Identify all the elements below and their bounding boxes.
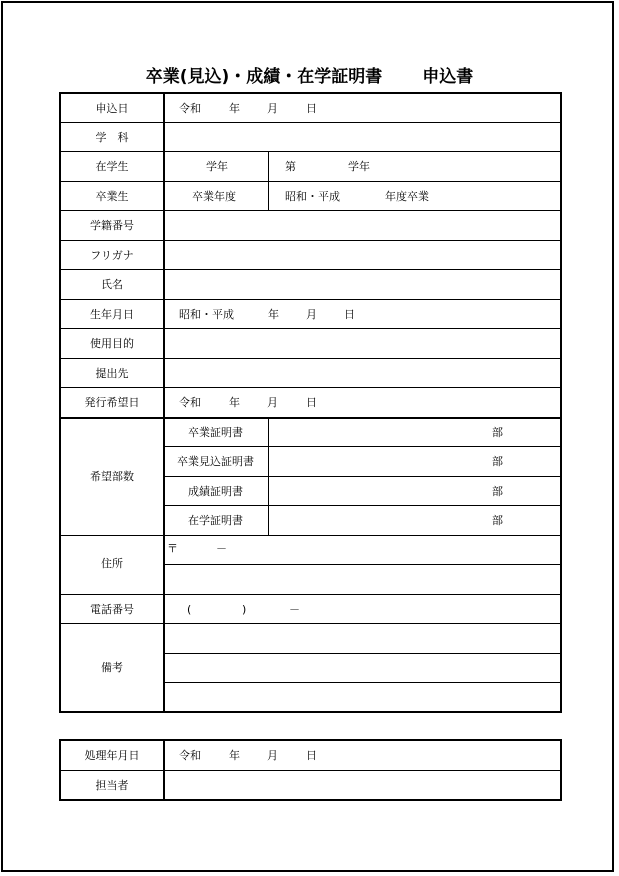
staff-field[interactable] <box>165 772 560 798</box>
application-form: 申込日 令和 年 月 日 学 科 在学生 学年 第 学年 卒業生 卒業年度 昭和・平成 年度卒業 学籍番号 フリガナ 氏名 生年月日 昭和・平成 年 月 日 使用目的 提出先 発行希望日 令和 年 月 日 希望部数 卒業証明書 部 卒業見込証明書 部 成績証明書 部 在学証明書 部 住所 〒 － 電話番号 ( ) － 備考 <box>59 92 562 713</box>
name-label: 氏名 <box>101 278 123 291</box>
remarks-field[interactable] <box>165 625 560 709</box>
furigana-label: フリガナ <box>90 249 134 262</box>
title-main: 卒業(見込)・成績・在学証明書 <box>145 67 383 87</box>
purpose-label: 使用目的 <box>90 337 134 350</box>
office-use-form: 処理年月日 令和 年 月 日 担当者 <box>59 739 562 801</box>
title-suffix: 申込書 <box>422 67 474 87</box>
purpose-field[interactable] <box>165 330 560 356</box>
processed-date-label: 処理年月日 <box>84 749 140 762</box>
department-field[interactable] <box>165 124 560 150</box>
staff-label: 担当者 <box>95 779 129 792</box>
postal-mark: 〒 <box>167 542 178 555</box>
department-label: 学 科 <box>95 131 129 144</box>
page-title <box>0 62 619 87</box>
birthdate-label: 生年月日 <box>90 308 134 321</box>
student-id-label: 学籍番号 <box>90 219 134 232</box>
remarks-label: 備考 <box>101 661 123 674</box>
copies-label: 希望部数 <box>90 470 134 483</box>
submit-to-label: 提出先 <box>95 367 129 380</box>
phone-label: 電話番号 <box>90 603 134 616</box>
application-date-label: 申込日 <box>95 102 129 115</box>
name-field[interactable] <box>165 271 560 297</box>
submit-to-field[interactable] <box>165 360 560 386</box>
graduate-label: 卒業生 <box>95 190 129 203</box>
enrolled-label: 在学生 <box>95 160 129 173</box>
address-line-2[interactable] <box>165 566 560 592</box>
address-label: 住所 <box>101 557 123 570</box>
student-id-field[interactable] <box>165 212 560 238</box>
issue-date-label: 発行希望日 <box>84 396 140 409</box>
furigana-field[interactable] <box>165 242 560 268</box>
